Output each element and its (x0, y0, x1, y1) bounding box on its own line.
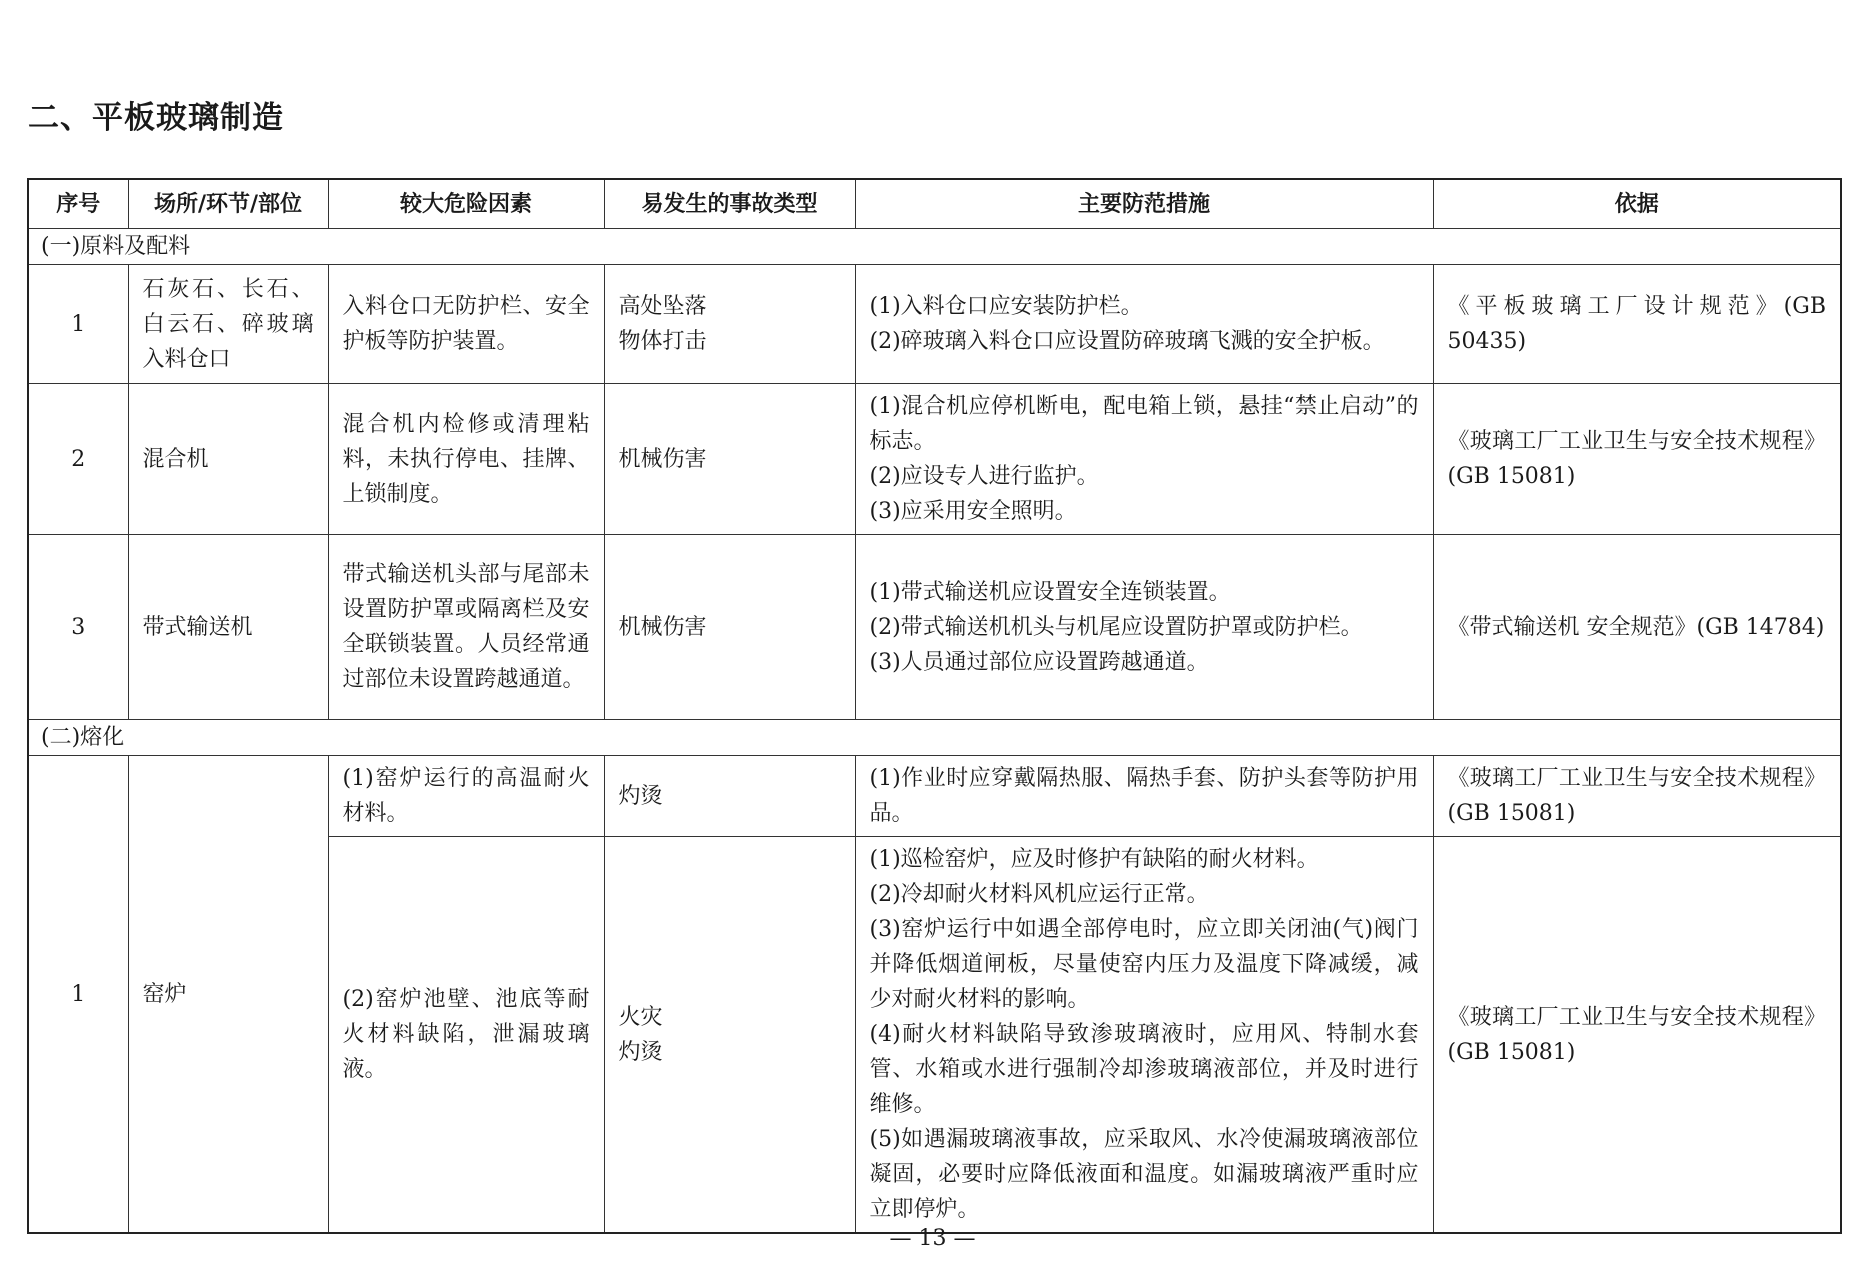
measures-cell (855, 384, 1433, 535)
basis-cell: 《带式输送机 安全规范》(GB 14784) (1433, 535, 1841, 720)
row-number: 2 (28, 384, 128, 535)
col-header-place: 场所/环节/部位 (128, 179, 328, 229)
table-row (28, 535, 1841, 720)
hazard-cell: 带式输送机头部与尾部未设置防护罩或隔离栏及安全联锁装置。人员经常通过部位未设置跨越通道。 (328, 535, 604, 720)
measure-item: (4)耐火材料缺陷导致渗玻璃液时，应用风、特制水套管、水箱或水进行强制冷却渗玻璃液部位，并及时进行维修。 (869, 1022, 1419, 1117)
section-title: 二、平板玻璃制造 (28, 100, 284, 136)
section-label: (二)熔化 (28, 720, 1841, 756)
section-row (28, 720, 1841, 756)
measures-cell (855, 535, 1433, 720)
measure-item: (1)入料仓口应安装防护栏。 (869, 294, 1143, 319)
basis-cell: 《玻璃工厂工业卫生与安全技术规程》(GB 15081) (1433, 837, 1841, 1234)
measure-item: (1)巡检窑炉，应及时修护有缺陷的耐火材料。 (869, 847, 1319, 872)
accident-cell (604, 265, 855, 384)
hazard-cell: (1)窑炉运行的高温耐火材料。 (328, 756, 604, 837)
hazard-cell: 入料仓口无防护栏、安全护板等防护装置。 (328, 265, 604, 384)
table-row (28, 384, 1841, 535)
hazard-table (27, 178, 1842, 1234)
measures-cell (855, 756, 1433, 837)
accident-cell (604, 756, 855, 837)
place-cell: 石灰石、长石、白云石、碎玻璃入料仓口 (128, 265, 328, 384)
accident-cell (604, 535, 855, 720)
accident-type: 火灾 (618, 1004, 663, 1030)
basis-cell: 《玻璃工厂工业卫生与安全技术规程》(GB 15081) (1433, 756, 1841, 837)
measure-item: (2)应设专人进行监护。 (869, 464, 1099, 489)
measure-item: (2)冷却耐火材料风机应运行正常。 (869, 882, 1209, 907)
row-number: 1 (28, 265, 128, 384)
row-number: 1 (28, 756, 128, 1234)
accident-type: 机械伤害 (618, 614, 707, 640)
accident-cell (604, 384, 855, 535)
table-row (28, 265, 1841, 384)
accident-type: 高处坠落 (618, 294, 707, 319)
col-header-measures: 主要防范措施 (855, 179, 1433, 229)
measure-item: (3)窑炉运行中如遇全部停电时，应立即关闭油(气)阀门并降低烟道闸板，尽量使窑内压力及温度下降减缓，减少对耐火材料的影响。 (869, 917, 1419, 1012)
table-header-row (28, 179, 1841, 229)
accident-type: 灼烫 (618, 783, 663, 809)
measure-item: (1)带式输送机应设置安全连锁装置。 (869, 579, 1231, 605)
col-header-basis: 依据 (1433, 179, 1841, 229)
measure-item: (5)如遇漏玻璃液事故，应采取风、水冷使漏玻璃液部位凝固，必要时应降低液面和温度。如漏玻璃液严重时应立即停炉。 (869, 1127, 1419, 1222)
col-header-no: 序号 (28, 179, 128, 229)
row-number: 3 (28, 535, 128, 720)
page-number: — 13 — (889, 1226, 976, 1251)
measures-cell (855, 837, 1433, 1234)
section-row (28, 229, 1841, 265)
accident-cell (604, 837, 855, 1234)
hazard-cell: 混合机内检修或清理粘料，未执行停电、挂牌、上锁制度。 (328, 384, 604, 535)
accident-type: 灼烫 (618, 1039, 663, 1065)
place-cell: 带式输送机 (128, 535, 328, 720)
accident-type: 物体打击 (618, 329, 707, 354)
measure-item: (3)应采用安全照明。 (869, 499, 1077, 524)
basis-cell: 《玻璃工厂工业卫生与安全技术规程》(GB 15081) (1433, 384, 1841, 535)
section-label: (一)原料及配料 (28, 229, 1841, 265)
basis-cell: 《平板玻璃工厂设计规范》(GB 50435) (1433, 265, 1841, 384)
col-header-hazard: 较大危险因素 (328, 179, 604, 229)
table-row (28, 756, 1841, 837)
accident-type: 机械伤害 (618, 446, 707, 472)
measure-item: (2)碎玻璃入料仓口应设置防碎玻璃飞溅的安全护板。 (869, 329, 1385, 354)
measure-item: (1)作业时应穿戴隔热服、隔热手套、防护头套等防护用品。 (869, 766, 1419, 826)
col-header-accident: 易发生的事故类型 (604, 179, 855, 229)
place-cell: 窑炉 (128, 756, 328, 1234)
measure-item: (1)混合机应停机断电，配电箱上锁，悬挂“禁止启动”的标志。 (869, 394, 1419, 454)
place-cell: 混合机 (128, 384, 328, 535)
hazard-cell: (2)窑炉池壁、池底等耐火材料缺陷，泄漏玻璃液。 (328, 837, 604, 1234)
measures-cell (855, 265, 1433, 384)
measure-item: (2)带式输送机机头与机尾应设置防护罩或防护栏。 (869, 614, 1363, 640)
measure-item: (3)人员通过部位应设置跨越通道。 (869, 649, 1209, 675)
